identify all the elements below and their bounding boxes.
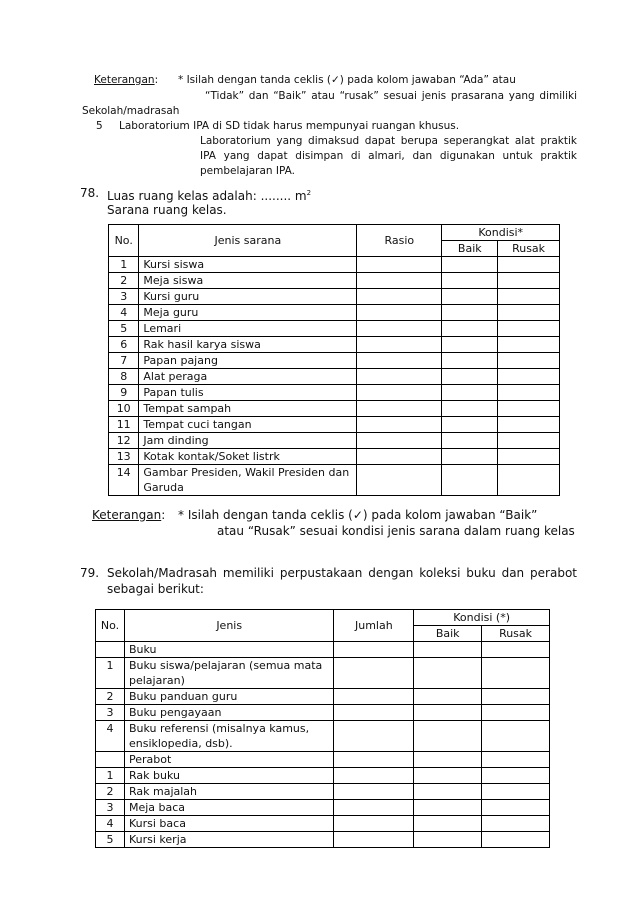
cell-no: 13 <box>109 449 139 465</box>
cell-rusak[interactable] <box>498 305 560 321</box>
cell-no: 3 <box>96 800 125 816</box>
table-row <box>96 721 550 752</box>
cell-jenis: Buku panduan guru <box>124 689 333 705</box>
table-row <box>96 705 550 721</box>
cell-value[interactable] <box>357 257 442 273</box>
th-jenis: Jenis <box>124 610 333 642</box>
cell-jenis: Meja guru <box>139 305 357 321</box>
cell-rusak[interactable] <box>498 369 560 385</box>
note1-line3: Sekolah/madrasah <box>82 105 180 117</box>
note2-label: Keterangan <box>92 508 162 522</box>
table-row <box>109 289 560 305</box>
cell-baik[interactable] <box>414 721 482 752</box>
cell-rusak[interactable] <box>482 705 550 721</box>
table-row <box>109 353 560 369</box>
cell-value[interactable] <box>357 289 442 305</box>
cell-jenis: Alat peraga <box>139 369 357 385</box>
th-kondisi: Kondisi (*) <box>414 610 550 626</box>
cell-baik[interactable] <box>442 369 498 385</box>
cell-baik[interactable] <box>442 273 498 289</box>
cell-no <box>96 642 125 658</box>
note1-line2: “Tidak” dan “Baik” atau “rusak” sesuai jenis prasarana yang dimiliki <box>205 90 577 102</box>
cell-no: 1 <box>109 257 139 273</box>
cell-baik[interactable] <box>414 816 482 832</box>
cell-jenis: Rak hasil karya siswa <box>139 337 357 353</box>
cell-baik[interactable] <box>414 832 482 848</box>
cell-jenis: Meja siswa <box>139 273 357 289</box>
table-row <box>109 273 560 289</box>
th-baik: Baik <box>442 241 498 257</box>
cell-rusak[interactable] <box>498 465 560 496</box>
cell-no: 5 <box>96 832 125 848</box>
th-jumlah: Jumlah <box>334 610 414 642</box>
cell-baik[interactable] <box>442 257 498 273</box>
cell-jenis: Buku <box>124 642 333 658</box>
note2-colon: : <box>161 508 166 522</box>
cell-rusak[interactable] <box>498 417 560 433</box>
cell-no: 8 <box>109 369 139 385</box>
cell-value[interactable] <box>357 401 442 417</box>
table-row <box>96 800 550 816</box>
cell-baik[interactable] <box>442 337 498 353</box>
note1-label: Keterangan <box>94 74 155 86</box>
cell-value[interactable] <box>357 337 442 353</box>
cell-jenis: Tempat sampah <box>139 401 357 417</box>
th-baik: Baik <box>414 626 482 642</box>
cell-jenis: Perabot <box>124 752 333 768</box>
cell-value[interactable] <box>357 353 442 369</box>
table-row <box>109 369 560 385</box>
note1-item-no: 5 <box>96 120 103 132</box>
cell-jenis: Papan tulis <box>139 385 357 401</box>
cell-baik[interactable] <box>442 353 498 369</box>
cell-baik[interactable] <box>414 768 482 784</box>
cell-jenis: Buku referensi (misalnya kamus, ensiklopedia, dsb). <box>124 721 333 752</box>
cell-value[interactable] <box>334 832 414 848</box>
cell-rusak[interactable] <box>482 768 550 784</box>
th-rusak: Rusak <box>498 241 560 257</box>
table-row <box>96 784 550 800</box>
cell-no: 3 <box>109 289 139 305</box>
cell-no: 3 <box>96 705 125 721</box>
cell-no: 1 <box>96 768 125 784</box>
cell-jenis: Kursi guru <box>139 289 357 305</box>
note1-line1: * Isilah dengan tanda ceklis (✓) pada kolom jawaban “Ada” atau <box>178 74 516 86</box>
cell-baik[interactable] <box>414 689 482 705</box>
th-no: No. <box>96 610 125 642</box>
table-row <box>96 832 550 848</box>
cell-baik[interactable] <box>442 289 498 305</box>
cell-value[interactable] <box>357 305 442 321</box>
cell-rusak[interactable] <box>482 784 550 800</box>
th-kondisi: Kondisi* <box>442 225 560 241</box>
cell-no: 1 <box>96 658 125 689</box>
cell-rusak[interactable] <box>498 289 560 305</box>
cell-value[interactable] <box>357 417 442 433</box>
note1-item-text: Laboratorium IPA di SD tidak harus mempunyai ruangan khusus. <box>119 120 460 132</box>
cell-no: 4 <box>109 305 139 321</box>
cell-rusak[interactable] <box>498 433 560 449</box>
table-row <box>109 433 560 449</box>
cell-value[interactable] <box>357 385 442 401</box>
cell-rusak[interactable] <box>498 353 560 369</box>
cell-jenis: Gambar Presiden, Wakil Presiden dan Garuda <box>139 465 357 496</box>
cell-jenis: Buku siswa/pelajaran (semua mata pelajaran) <box>124 658 333 689</box>
cell-rusak[interactable] <box>482 800 550 816</box>
cell-value[interactable] <box>357 449 442 465</box>
cell-baik[interactable] <box>442 417 498 433</box>
q78-text: Luas ruang kelas adalah: ........ m <box>107 189 307 203</box>
table-row <box>96 816 550 832</box>
cell-baik[interactable] <box>414 642 482 658</box>
cell-jenis: Rak buku <box>124 768 333 784</box>
cell-no: 6 <box>109 337 139 353</box>
cell-baik[interactable] <box>442 401 498 417</box>
cell-baik[interactable] <box>414 752 482 768</box>
cell-value[interactable] <box>357 465 442 496</box>
cell-jenis: Meja baca <box>124 800 333 816</box>
cell-jenis: Rak majalah <box>124 784 333 800</box>
cell-value[interactable] <box>334 721 414 752</box>
cell-baik[interactable] <box>414 705 482 721</box>
cell-value[interactable] <box>334 752 414 768</box>
cell-value[interactable] <box>334 658 414 689</box>
cell-rusak[interactable] <box>482 816 550 832</box>
table-row <box>109 401 560 417</box>
cell-jenis: Kotak kontak/Soket listrk <box>139 449 357 465</box>
cell-value[interactable] <box>334 689 414 705</box>
table-perpustakaan <box>95 609 550 848</box>
cell-no: 14 <box>109 465 139 496</box>
cell-baik[interactable] <box>414 784 482 800</box>
th-jenis: Jenis sarana <box>139 225 357 257</box>
th-rusak: Rusak <box>482 626 550 642</box>
cell-no: 4 <box>96 721 125 752</box>
table-ruang-kelas <box>108 224 560 496</box>
cell-value[interactable] <box>357 369 442 385</box>
q79-text: Sekolah/Madrasah memiliki perpustakaan dengan koleksi buku dan perabot sebagai berikut: <box>107 566 577 596</box>
cell-no: 2 <box>109 273 139 289</box>
cell-rusak[interactable] <box>482 642 550 658</box>
q78-number: 78. <box>80 186 100 200</box>
cell-value[interactable] <box>334 642 414 658</box>
cell-rusak[interactable] <box>482 721 550 752</box>
cell-no: 2 <box>96 689 125 705</box>
cell-value[interactable] <box>334 816 414 832</box>
table-row <box>109 449 560 465</box>
table-row <box>96 642 550 658</box>
note1-item-desc: Laboratorium yang dimaksud dapat berupa seperangkat alat praktik IPA yang dapat disimpan di almari, dan digunakan untuk praktik pembelajaran IPA. <box>200 135 577 177</box>
q79-number: 79. <box>80 566 100 580</box>
cell-jenis: Kursi baca <box>124 816 333 832</box>
note2-label-wrap <box>92 507 165 523</box>
cell-no: 9 <box>109 385 139 401</box>
cell-rusak[interactable] <box>482 752 550 768</box>
cell-value[interactable] <box>334 784 414 800</box>
q78-sup: 2 <box>306 189 312 197</box>
cell-baik[interactable] <box>442 433 498 449</box>
cell-baik[interactable] <box>442 321 498 337</box>
cell-rusak[interactable] <box>498 273 560 289</box>
cell-value[interactable] <box>334 768 414 784</box>
cell-no: 12 <box>109 433 139 449</box>
cell-no: 7 <box>109 353 139 369</box>
cell-no: 5 <box>109 321 139 337</box>
note2-line2: atau “Rusak” sesuai kondisi jenis sarana dalam ruang kelas <box>217 524 575 538</box>
table-row <box>96 752 550 768</box>
cell-rusak[interactable] <box>498 401 560 417</box>
cell-jenis: Kursi kerja <box>124 832 333 848</box>
cell-jenis: Jam dinding <box>139 433 357 449</box>
cell-rusak[interactable] <box>482 689 550 705</box>
table-row <box>109 337 560 353</box>
q78-subtitle: Sarana ruang kelas. <box>107 203 227 217</box>
table-row <box>96 768 550 784</box>
cell-value[interactable] <box>334 705 414 721</box>
cell-rusak[interactable] <box>498 337 560 353</box>
cell-rusak[interactable] <box>498 449 560 465</box>
cell-jenis: Buku pengayaan <box>124 705 333 721</box>
th-rasio: Rasio <box>357 225 442 257</box>
cell-no: 2 <box>96 784 125 800</box>
cell-rusak[interactable] <box>482 832 550 848</box>
cell-jenis: Papan pajang <box>139 353 357 369</box>
th-no: No. <box>109 225 139 257</box>
cell-baik[interactable] <box>442 305 498 321</box>
note1-label-wrap <box>94 73 158 87</box>
cell-no: 10 <box>109 401 139 417</box>
table-row <box>109 257 560 273</box>
cell-no: 11 <box>109 417 139 433</box>
cell-rusak[interactable] <box>482 658 550 689</box>
table-row <box>96 658 550 689</box>
cell-baik[interactable] <box>442 465 498 496</box>
cell-baik[interactable] <box>442 385 498 401</box>
table-row <box>109 385 560 401</box>
cell-jenis: Kursi siswa <box>139 257 357 273</box>
table-row <box>109 305 560 321</box>
cell-no: 4 <box>96 816 125 832</box>
cell-rusak[interactable] <box>498 257 560 273</box>
cell-rusak[interactable] <box>498 385 560 401</box>
cell-jenis: Tempat cuci tangan <box>139 417 357 433</box>
cell-value[interactable] <box>357 433 442 449</box>
cell-value[interactable] <box>357 273 442 289</box>
cell-value[interactable] <box>357 321 442 337</box>
cell-value[interactable] <box>334 800 414 816</box>
cell-baik[interactable] <box>442 449 498 465</box>
cell-baik[interactable] <box>414 658 482 689</box>
note2-line1: * Isilah dengan tanda ceklis (✓) pada kolom jawaban “Baik” <box>178 508 538 522</box>
table-row <box>109 465 560 496</box>
note1-colon: : <box>154 74 159 86</box>
table-row <box>109 321 560 337</box>
table-row <box>96 689 550 705</box>
table-row <box>109 417 560 433</box>
cell-jenis: Lemari <box>139 321 357 337</box>
cell-baik[interactable] <box>414 800 482 816</box>
cell-rusak[interactable] <box>498 321 560 337</box>
cell-no <box>96 752 125 768</box>
